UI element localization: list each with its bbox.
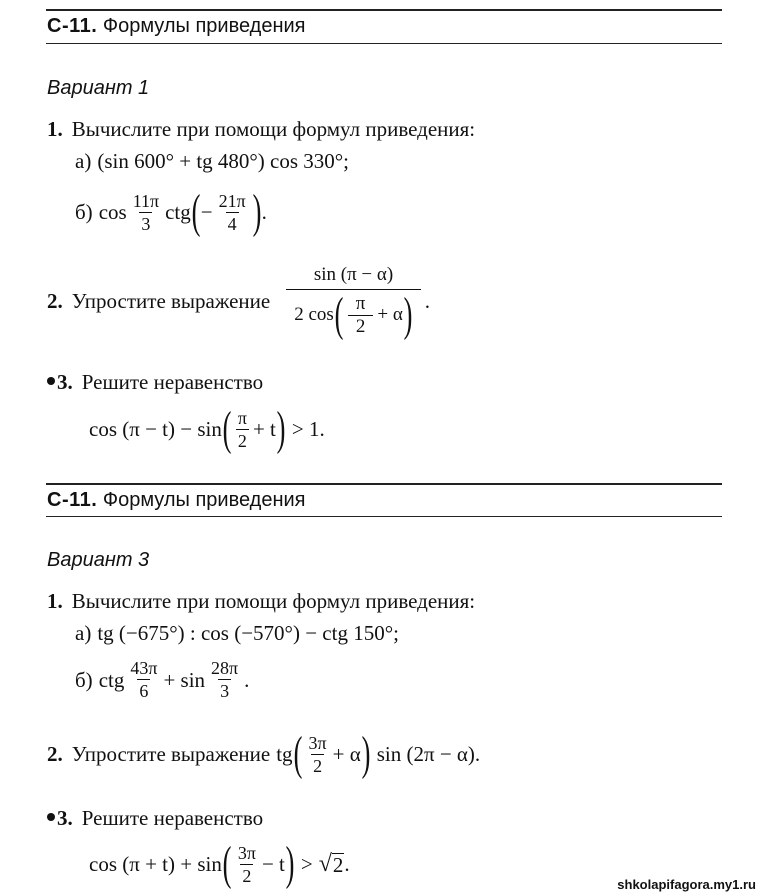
item-label: б) (75, 200, 93, 224)
fraction (236, 843, 258, 886)
fraction-numerator: 3π (237, 842, 256, 863)
math-func: cos (98, 200, 127, 224)
task3-expr (89, 837, 350, 890)
fraction-denominator: 3 (220, 681, 230, 701)
section-title: Формулы приведения (102, 15, 306, 37)
bottom-rule-2 (46, 516, 722, 517)
item-label: а) (75, 621, 92, 645)
inner-term: + α (332, 742, 361, 766)
math-func: tg (276, 742, 293, 766)
task-text: Упростите выражение (71, 288, 271, 313)
task-number: 2. (47, 742, 63, 766)
task-text: Решите неравенство (81, 806, 264, 830)
math-expression: (sin 600° + tg 480°) cos 330°; (97, 149, 350, 173)
fraction-numerator: 3π (308, 732, 327, 753)
task1-line (47, 116, 475, 142)
den-func: 2 cos (294, 304, 334, 325)
task-number: 2. (47, 288, 63, 313)
left-paren: ( (191, 185, 201, 238)
math-expression: > 1. (291, 417, 325, 441)
fraction (236, 408, 249, 451)
task1-a (75, 620, 399, 646)
star-bullet-icon (47, 377, 55, 385)
period: . (244, 667, 250, 692)
fraction-numerator: 28π (211, 658, 239, 678)
source-watermark: shkolapifagora.my1.ru (617, 877, 756, 892)
fraction-numerator: π (237, 407, 247, 428)
inner-term: + α (377, 304, 403, 325)
math-func: ctg (165, 200, 191, 224)
square-root (319, 852, 345, 876)
period: . (424, 288, 431, 313)
top-rule-1 (46, 9, 722, 11)
top-rule-2 (46, 483, 722, 485)
fraction-numerator: 21π (218, 190, 246, 211)
math-expression: tg (−675°) : cos (−570°) − ctg 150°; (97, 621, 399, 645)
section-code: С-11. (47, 15, 98, 37)
task-number: 1. (47, 117, 63, 141)
fraction (307, 733, 329, 776)
fraction (217, 191, 248, 234)
fraction-denominator: 2 (313, 755, 323, 776)
variant-title-1: Вариант 1 (47, 77, 150, 99)
radicand: 2 (332, 853, 344, 877)
task3-expr (89, 402, 325, 455)
task-number: 1. (47, 589, 63, 613)
math-expression: cos (π − t) − sin (89, 417, 222, 441)
section-header-2 (47, 488, 306, 512)
task3-line (47, 805, 263, 831)
right-paren: ) (403, 288, 413, 341)
star-bullet-icon (47, 813, 55, 821)
task-number: 3. (57, 370, 73, 394)
fraction (131, 191, 161, 234)
math-func: + sin (163, 667, 206, 692)
fraction-numerator: π (355, 292, 366, 314)
task3-line (47, 369, 263, 395)
task1-b (75, 658, 249, 701)
fraction-numerator: 11π (132, 190, 160, 211)
minus-sign: − (200, 200, 213, 224)
fraction-denominator: 2 (242, 865, 252, 886)
task-text: Вычислите при помощи формул приведения: (71, 117, 476, 141)
inner-term: + t (252, 417, 276, 441)
right-paren: ) (276, 402, 286, 455)
math-expression: cos (π + t) + sin (89, 852, 222, 876)
fraction-denominator: 3 (141, 213, 151, 234)
item-label: б) (75, 667, 93, 692)
task-text: Вычислите при помощи формул приведения: (71, 589, 476, 613)
fraction-denominator: 2 (348, 315, 374, 337)
fraction-numerator: sin (π − α) (313, 264, 394, 285)
fraction-denominator (286, 289, 421, 339)
math-expression: sin (2π − α). (376, 742, 481, 766)
fraction-denominator: 6 (139, 681, 149, 701)
period: . (261, 200, 267, 224)
right-paren: ) (252, 185, 262, 238)
task-text: Решите неравенство (81, 370, 264, 394)
section-code: С-11. (47, 489, 98, 511)
task-text: Упростите выражение (71, 742, 271, 766)
task1-line (47, 588, 475, 614)
task2-line (47, 262, 430, 339)
fraction (128, 658, 159, 701)
item-label: а) (75, 149, 92, 173)
inner-term: − t (261, 852, 285, 876)
fraction-denominator: 2 (237, 430, 247, 451)
task1-b (75, 185, 267, 238)
variant-title-2: Вариант 3 (47, 549, 150, 571)
task1-a (75, 148, 349, 174)
fraction (348, 294, 374, 337)
bottom-rule-1 (46, 43, 722, 44)
comparison-sign: > (300, 852, 313, 876)
left-paren: ( (293, 727, 302, 780)
left-paren: ( (222, 402, 232, 455)
radical-icon: √ (318, 851, 332, 877)
section-header-1 (47, 14, 306, 38)
section-title: Формулы приведения (102, 489, 306, 511)
math-func: ctg (98, 667, 125, 692)
fraction (286, 262, 421, 339)
fraction-numerator: 43π (130, 658, 158, 678)
fraction (209, 658, 240, 701)
left-paren: ( (222, 837, 232, 890)
left-paren: ( (334, 288, 344, 341)
task-number: 3. (57, 806, 73, 830)
right-paren: ) (285, 837, 295, 890)
right-paren: ) (361, 727, 371, 780)
task2-line (47, 727, 481, 780)
period: . (344, 852, 350, 876)
fraction-denominator: 4 (227, 213, 237, 234)
